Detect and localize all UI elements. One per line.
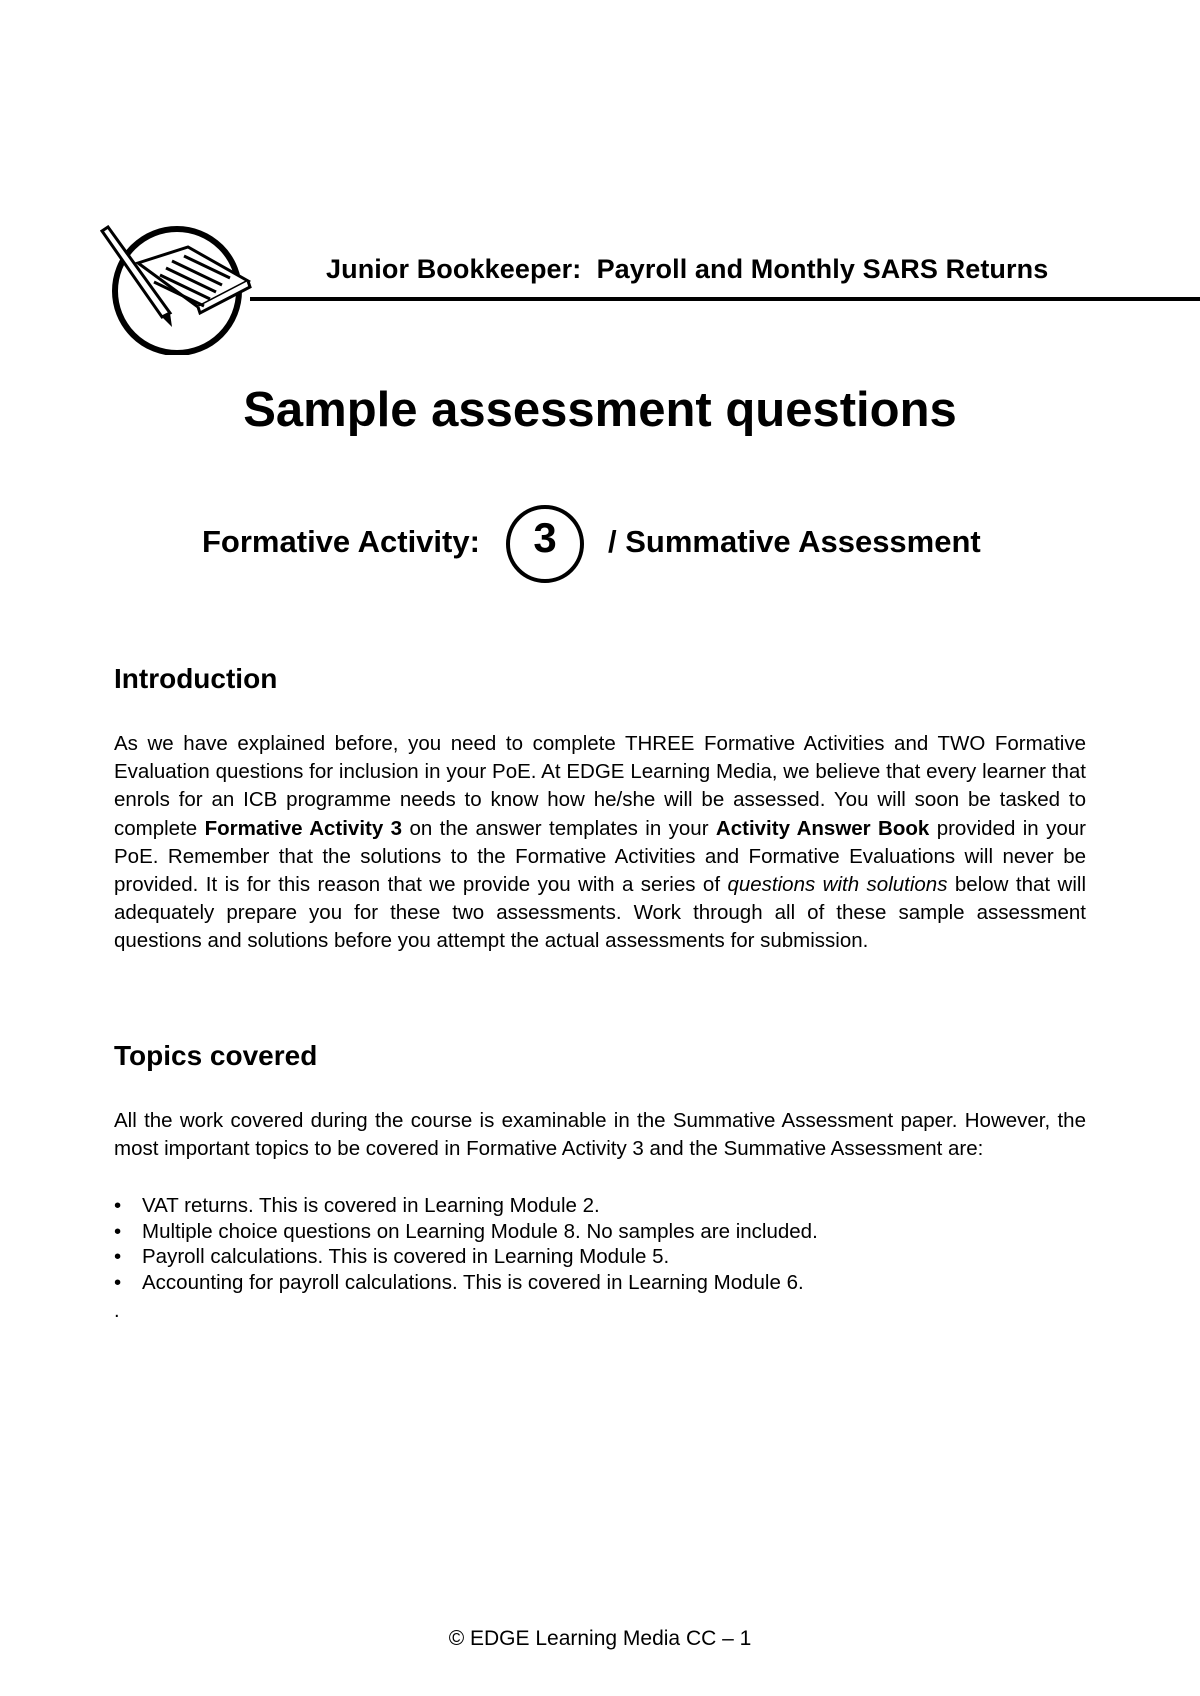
list-item: • Payroll calculations. This is covered in Learning Module 5.	[114, 1244, 818, 1270]
activity-line	[0, 504, 1200, 584]
topics-paragraph: All the work covered during the course is examinable in the Summative Assessment paper. However, the most important topics to be covered in Formative Activity 3 and the Summative Assessment are:	[114, 1109, 1086, 1161]
activity-label: Formative Activity:	[202, 524, 480, 559]
intro-bold-2: Activity Answer Book	[715, 816, 930, 840]
book-and-pen-icon	[100, 225, 260, 355]
activity-number: 3	[533, 514, 557, 561]
trailing-mark: .	[114, 1300, 120, 1322]
intro-text-3: provided in your PoE. Remember that the solutions to the Formative Activities and Formative Evaluations will never be provided. It is for this reason that we provide you with a series of	[114, 816, 1086, 897]
page-footer: © EDGE Learning Media CC – 1	[448, 1627, 752, 1650]
topics-list	[114, 1193, 818, 1295]
list-item: • Multiple choice questions on Learning Module 8. No samples are included.	[114, 1219, 818, 1245]
header-title: Junior Bookkeeper: Payroll and Monthly SARS Returns	[326, 254, 1049, 284]
intro-text-4: below that will adequately prepare you for these two assessments. Work through all of these sample assessment questions and solutions before you attempt the actual assessments for submission.	[114, 873, 1086, 953]
introduction-heading: Introduction	[114, 663, 278, 694]
intro-bold-1: Formative Activity 3	[204, 816, 403, 840]
list-item: • VAT returns. This is covered in Learning Module 2.	[114, 1193, 818, 1219]
page-title: Sample assessment questions	[243, 383, 957, 437]
list-item: • Accounting for payroll calculations. This is covered in Learning Module 6.	[114, 1270, 818, 1296]
topics-heading: Topics covered	[114, 1040, 318, 1071]
intro-italic-1: questions with solutions	[727, 873, 948, 897]
intro-text-1: As we have explained before, you need to complete THREE Formative Activities and TWO Formative Evaluation questions for inclusion in your PoE. At EDGE Learning Media, we believe that every learner that enrols for an ICB programme needs to know how he/she will be assessed. You will soon be tasked to complete	[114, 732, 1086, 840]
intro-text-2: on the answer templates in your	[402, 816, 716, 840]
header-rule	[250, 297, 1200, 301]
activity-suffix: / Summative Assessment	[608, 524, 981, 559]
introduction-paragraph	[114, 730, 1086, 956]
